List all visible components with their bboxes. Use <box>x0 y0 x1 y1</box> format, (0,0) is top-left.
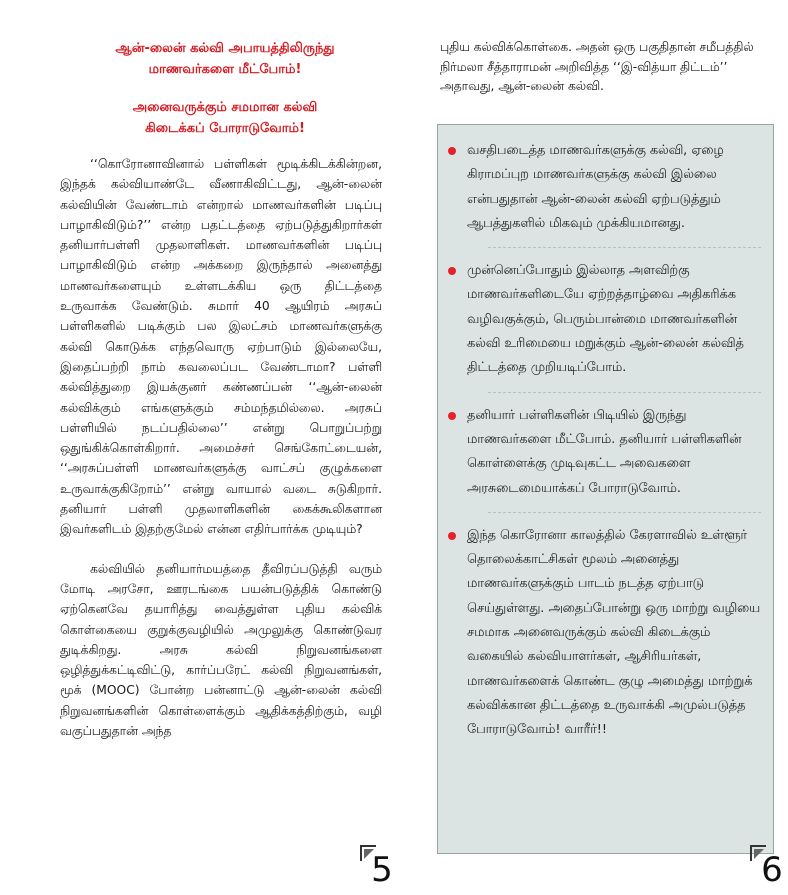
dashed-divider <box>488 392 761 393</box>
heading-equal-education <box>70 97 380 139</box>
bullet-dot-icon <box>448 147 456 155</box>
page-number-right <box>750 845 788 895</box>
body-paragraph: ‘‘கொரோனாவினால் பள்ளிகள் மூடிக்கிடக்கின்றன, இந்தக் கல்வியாண்டே வீணாகிவிட்டது, ஆன்-லைன் கல்வியின் வேண்டாம் என்றால் மாணவர்களின் படிப்பு பாழாகிவிடும்?’’ என்ற பதட்டத்தை ஏற்படுத்துகிறார்கள் தனியார்பள்ளி முதலாளிகள். மாணவர்களின் படிப்பு பாழாகிவிடும் என்ற அக்கறை இருந்தால் அனைத்து மாணவர்களையும் உள்ளடக்கிய ஒரு திட்டத்தை உருவாக்க வேண்டும். சுமார் 40 ஆயிரம் அரசுப் பள்ளிகளில் படிக்கும் பல இலட்சம் மாணவர்களுக்கு கல்வி கொடுக்க எந்தவொரு ஏற்பாடும் இல்லையே, இதைப்பற்றி நாம் கவலைப்பட வேண்டாமா? பள்ளி கல்வித்துறை இயக்குனர் கண்ணப்பன் ‘‘ஆன்-லைன் கல்விக்கும் எங்களுக்கும் சம்மந்தமில்லை. அரசுப் பள்ளியில் நடப்பதில்லை’’ என்று பொறுப்பற்று ஒதுங்கிக்கொள்கிறார். அமைச்சர் செங்கோட்டையன், ‘‘அரசுப்பள்ளி மாணவர்களுக்கு வாட்சப் குழுக்களை உருவாக்குகிறோம்’’ என்று வாயால் வடை சுடுகிறார். தனியார் பள்ளி முதலாளிகளின் கைக்கூலிகளான இவர்களிடம் இதற்குமேல் என்ன எதிர்பார்க்க முடியும்? <box>60 157 382 537</box>
demand-item <box>446 139 761 248</box>
demands-box <box>437 124 774 854</box>
body-paragraph: கல்வியில் தனியார்மயத்தை தீவிரப்படுத்தி வரும் மோடி அரசோ, ஊரடங்கை பயன்படுத்திக் கொண்டு ஏற்கெனவே தயாரித்து வைத்துள்ள புதிய கல்விக் கொள்கையை குறுக்குவழியில் அமுலுக்கு கொண்டுவர துடிக்கிறது. அரசு கல்வி நிறுவனங்களை ஒழித்துக்கட்டிவிட்டு, கார்ப்பரேட் கல்வி நிறுவனங்கள், மூக் (MOOC) போன்ற பன்னாட்டு ஆன்-லைன் கல்வி நிறுவனங்களின் கொள்ளைக்கும் ஆதிக்கத்திற்கும், வழி வகுப்பதுதான் அந்த <box>60 561 382 739</box>
dashed-divider <box>488 512 761 513</box>
page-corner-icon <box>360 845 376 861</box>
heading-line: அனைவருக்கும் சமமான கல்வி <box>132 100 318 115</box>
heading-online-danger <box>70 38 380 80</box>
heading-line: ஆன்-லைன் கல்வி அபாயத்திலிருந்து <box>115 41 335 56</box>
demand-text: வசதிபடைத்த மாணவர்களுக்கு கல்வி, ஏழை கிராமப்புற மாணவர்களுக்கு கல்வி இல்லை என்பதுதான் ஆன்-லைன் கல்வி ஏற்படுத்தும் ஆபத்துகளில் மிகவும் முக்கியமானது. <box>467 143 724 231</box>
demand-item <box>446 259 761 392</box>
dashed-divider <box>488 247 761 248</box>
page-number-text: 5 <box>371 850 393 890</box>
bullet-dot-icon <box>448 412 456 420</box>
demand-text: முன்னெப்போதும் இல்லாத அளவிற்கு மாணவர்களிடையே ஏற்றத்தாழ்வை அதிகரிக்க வழிவகுக்கும், பெரும்பான்மை மாணவர்களின் கல்வி உரிமையை மறுக்கும் ஆன்-லைன் கல்வித் திட்டத்தை முறியடிப்போம். <box>467 263 744 376</box>
heading-line: கிடைக்கப் போராடுவோம்! <box>145 121 305 136</box>
page-number-text: 6 <box>761 850 783 890</box>
right-column-intro: புதிய கல்விக்கொள்கை. அதன் ஒரு பகுதிதான் சமீபத்தில் நிர்மலா சீத்தாராமன் அறிவித்த ‘‘இ-வித்யா திட்டம்’’ அதாவது, ஆன்-லைன் கல்வி. <box>440 40 754 93</box>
bullet-dot-icon <box>448 532 456 540</box>
bullet-dot-icon <box>448 267 456 275</box>
heading-line: மாணவர்களை மீட்போம்! <box>148 62 302 77</box>
demand-item <box>446 404 761 513</box>
demand-item <box>446 524 761 743</box>
demand-text: இந்த கொரோனா காலத்தில் கேரளாவில் உள்ளூர் தொலைக்காட்சிகள் மூலம் அனைத்து மாணவர்களுக்கும் பாடம் நடத்த ஏற்பாடு செய்துள்ளது. அதைப்போன்று ஒரு மாற்று வழியை சமமாக அனைவருக்கும் கல்வி கிடைக்கும் வகையில் கல்வியாளர்கள், ஆசிரியர்கள், மாணவர்களைக் கொண்ட குழு அமைத்து மாற்றுக் கல்விக்கான திட்டத்தை உருவாக்கி அமுல்படுத்த போராடுவோம்! வாரீர்!! <box>467 527 761 738</box>
page-corner-icon <box>750 845 766 861</box>
demands-list <box>438 125 773 743</box>
left-column-body <box>60 154 382 741</box>
demand-text: தனியார் பள்ளிகளின் பிடியில் இருந்து மாணவர்களை மீட்போம். தனியார் பள்ளிகளின் கொள்ளைக்கு முடிவுகட்ட அவைகளை அரசுடைமையாக்கப் போராடுவோம். <box>467 407 742 496</box>
page-number-left <box>360 845 404 895</box>
